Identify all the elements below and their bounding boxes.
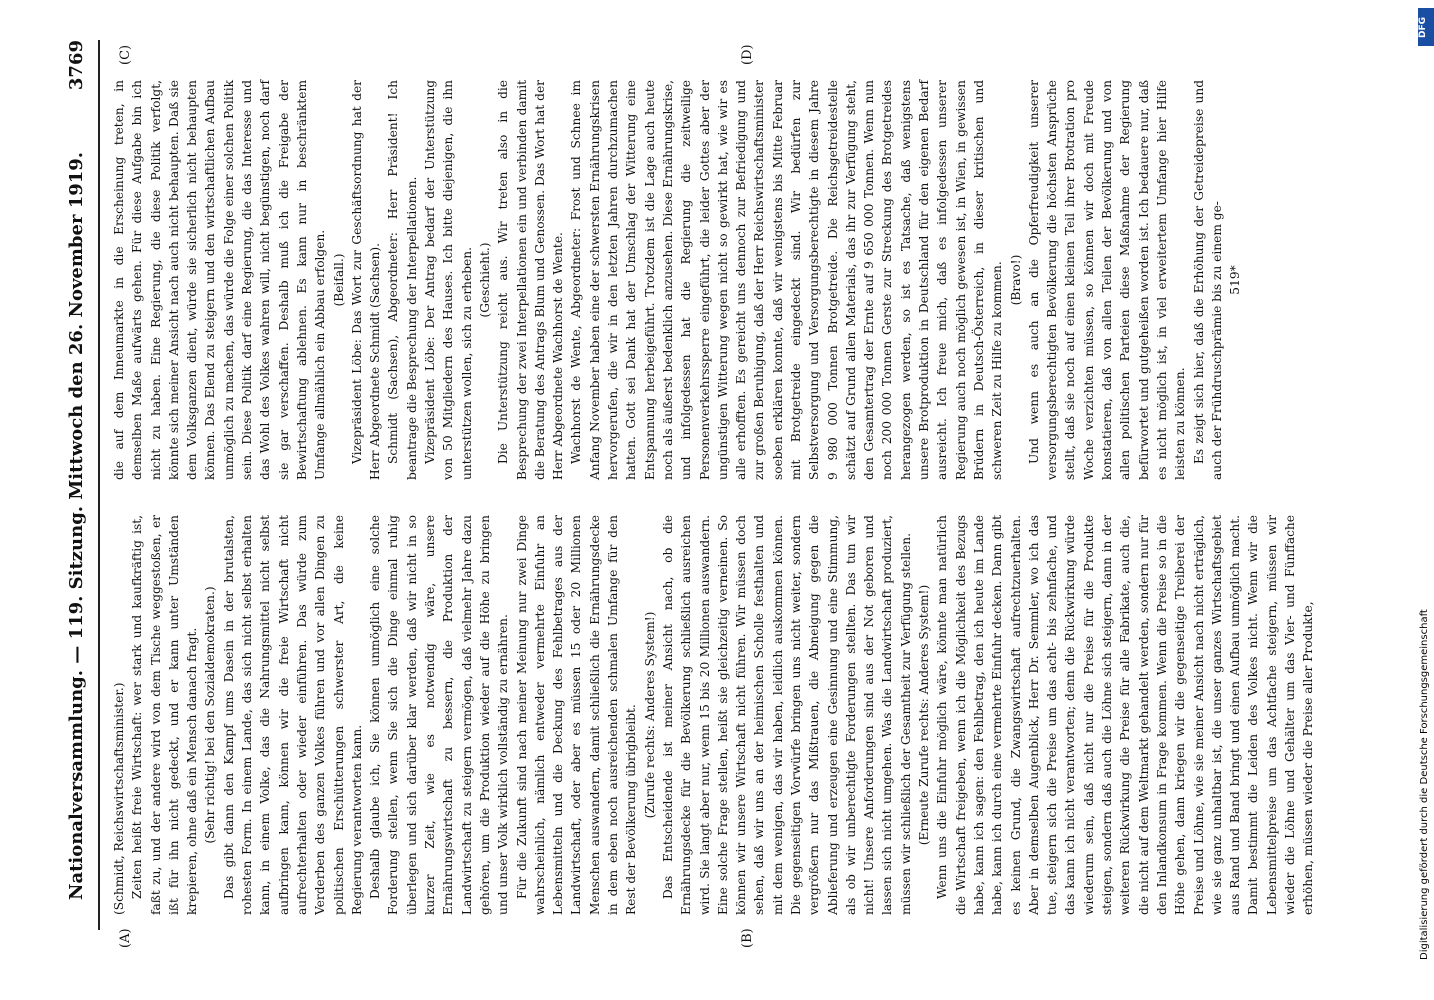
interjection: (Geschieht.) [477,242,492,318]
text-column-right [110,80,1244,480]
paragraph: Und wenn es auch an die Opferfreudigkeit unserer versorgungsberechtigten Bevölkerung die höchsten Ansprüche stellt, daß sie noch auf einen kleinen Teil ihrer Brotration pro Woche verzichten müssen, so können wir doch mit Freude konstatieren, daß von allen Teilen der Bevölkerung und von allen politischen Parteien diese Maßnahme der Regierung befürwortet und gutgeheißen worden ist. Ich bedauere nur, daß es nicht möglich ist, in viel erweitertem Umfange hier Hilfe leisten zu können. [1026,80,1188,480]
page-number: 3769 [66,40,87,91]
paragraph: Deshalb glaube ich, Sie können unmöglich eine solche Forderung stellen, wenn Sie sich die Dinge einmal ruhig überlegen und sich darüber klar werden, daß wir nicht in so kurzer Zeit, wie es notwendig wäre, unsere Ernährungswirtschaft zu bessern, die Produktion der Landwirtschaft zu steigern vermögen, daß vielmehr Jahre dazu gehören, um die Produktion wieder auf die Höhe zu bringen und unser Volk wirklich vollständig zu ernähren. [368,515,511,915]
speaker-tag: (Schmidt, Reichswirtschaftsminister.) [112,682,126,915]
paragraph: Das Entscheidende ist meiner Ansicht nach, ob die Ernährungsdecke für die Bevölkerung schließlich ausreichen wird. Sie langt aber nur, wenn 15 bis 20 Millionen auswandern. Eine solche Frage stellen, heißt sie gleichzeitig verneinen. So können wir unsere Wirtschaft nicht führen. Wir müssen doch sehen, daß wir uns an der heimischen Scholle festhalten und mit dem wenigen, das wir haben, leidlich auskommen können. Die gegenseitigen Vorwürfe bringen uns nicht weiter, sondern vergrößern nur das Mißtrauen, die Abneigung gegen die Ablieferung und erzeugen eine Gesinnung und eine Stimmung, als ob wir unberechtigte Forderungen stellten. Das tun wir nicht! Unsere Anforderungen sind aus der Not geboren und lassen sich nicht umgehen. Was die Landwirtschaft produziert, müssen wir schließlich der Gesamtheit zur Verfügung stellen. [660,515,913,915]
paragraph: Die Unterstützung reicht aus. Wir treten also in die Besprechung der zwei Interpellationen ein und verbinden damit die Beratung des Antrags Blum und Genossen. Das Wort hat der Herr Abgeordnete Wachhorst de Wente. [496,80,566,480]
paragraph: Wenn uns die Einfuhr möglich wäre, könnte man natürlich die Wirtschaft freigeben, wenn ich die Möglichkeit des Bezugs habe, kann ich sagen: den Fehlbetrag, den ich heute im Lande habe, kann ich durch eine vermehrte Einfuhr decken. Dann gibt es keinen Grund, die Zwangswirtschaft aufrechtzuerhalten. Aber in demselben Augenblick, Herr Dr. Semmler, wo ich das tue, steigern sich die Preise um das acht- bis zehnfache, und das kann ich nicht verantworten; denn die Rückwirkung würde wiederum sein, daß nicht nur die Preise für die Produkte steigen, sondern daß auch die Löhne sich steigern, dann in der weiteren Rückwirkung die Preise für alle Fabrikate, auch die, die nicht auf dem Weltmarkt gehandelt werden, sondern nur für den Inlandkonsum in Frage kommen. Wenn die Preise so in die Höhe gehen, dann kriegen wir die gegenseitige Treiberei der Preise und Löhne, wie sie meiner Ansicht nach nicht erträglich, wie sie ganz unhaltbar ist, die unser ganzes Wirtschaftsgebiet aus Rand und Band bringt und einen Aufbau unmöglich macht. Damit bestimmt die Leiden des Volkes nicht. Wenn wir die Lebensmittelpreise um das Achtfache steigern, müssen wir wieder die Löhne und Gehälter um das Vier- und Fünffache erhöhen, müssen wieder die Preise aller Produkte, [935,515,1316,915]
margin-marker-c: (C) [118,44,133,65]
margin-marker-b: (B) [740,928,755,948]
paragraph: die auf dem Inneumarkte in die Erscheinung treten, in demselben Maße aufwärts gehen. Für diese Aufgabe bin ich nicht zu haben. Eine Regierung, die diese Politik verfolgt, könnte sich meiner Ansicht nach auch nicht behaupten. Daß sie dem Volksganzen dient, würde sie sicherlich nicht behaupten können. Das Elend zu steigern und den wirtschaftlichen Aufbau unmöglich zu machen, das würde die Folge einer solchen Politik sein. Diese Politik darf eine Regierung, die das Interesse und das Wohl des Volkes wahren will, nicht begünstigen, noch darf sie gar verschaffen. Deshalb muß ich die Freigabe der Bewirtschaftung ablehnen. Es kann nur in beschränktem Umfange allmählich ein Abbau erfolgen. [112,80,328,480]
dfg-logo: DFG [1418,8,1434,46]
margin-marker-d: (D) [740,44,755,65]
interjection: (Sehr richtig! bei den Sozialdemokraten.) [203,586,218,844]
paragraph: Das gibt dann den Kampf ums Dasein in der brutalsten, rohesten Form. In einem Lande, das sich nicht selbst erhalten kann, in einem Volke, das die Nahrungsmittel nicht selbst aufbringen kann, können wir die freie Wirtschaft nicht aufrechterhalten oder wieder einführen. Das würde zum Verderben des ganzen Volkes führen und vor allen Dingen zu politischen Erschütterungen schwerster Art, die keine Regierung verantworten kann. [221,515,364,915]
interjection: (Bravo!) [1008,254,1023,306]
header-title: Nationalversammlung. — 119. Sitzung. Mittwoch den 26. November 1919. [66,151,87,900]
signature-mark: 519* [1228,265,1243,295]
page-header [60,30,100,960]
paragraph: Wachhorst de Wente, Abgeordneter: Frost und Schnee im Anfang November haben eine der schwersten Ernährungskrisen hervorgerufen, die wir in den letzten Jahren durchzumachen hatten. Gott sei Dank hat der Umschlag der Witterung eine Entspannung herbeigeführt. Trotzdem ist die Lage auch heute noch als äußerst bedenklich anzusehen. Diese Ernährungskrise, und infolgedessen hat die Regierung die zeitweilige Personenverkehrssperre eingeführt, die leider Gottes aber der ungünstigen Witterung wegen nicht so gewirkt hat, wie wir es alle erhofften. Es gereicht uns dennoch zur Befriedigung und zur großen Beruhigung, daß der Herr Reichswirtschaftsminister soeben erklären konnte, daß wir wenigstens bis Mitte Februar mit Brotgetreide eingedeckt sind. Wir bedürfen zur Selbstversorgung und Versorgungsberechtigte in diesem Jahre 9 980 000 Tonnen Brotgetreide. Die Reichsgetreidestelle schätzt auf Grund allen Materials, das ihr zur Verfügung steht, den Gesamtertrag der Ernte auf 9 650 000 Tonnen. Wenn nun noch 200 000 Tonnen Gerste zur Streckung des Brotgetreides herangezogen werden, so ist es Tatsache, daß wenigstens unsere Brotproduktion in Deutschland für den eigenen Bedarf ausreicht. Ich freue mich, daß es infolgedessen unserer Regierung auch noch möglich gewesen ist, in Wien, in gewissen Brüdern in Deutsch-Österreich, in dieser kritischen und schweren Zeit zu Hilfe zu kommen. [569,80,1005,480]
interjection: (Erneute Zurufe rechts: Anderes System!) [917,584,932,846]
paragraph: Vizepräsident Löbe: Das Wort zur Geschäftsordnung hat der Herr Abgeordnete Schmidt (Sachsen). [349,80,383,480]
interjection: (Beifall.) [331,253,346,307]
paragraph: Vizepräsident Löbe: Der Antrag bedarf der Unterstützung von 50 Mitgliedern des Hauses. Ich bitte diejenigen, die ihn unterstützen wollen, sich zu erheben. [423,80,474,480]
paragraph: Es zeigt sich hier, daß die Erhöhung der Getreidepreise und auch der Frühdruschprämie bis zu einem ge- [1191,80,1224,480]
margin-marker-a: (A) [118,928,133,948]
interjection: (Zurufe rechts: Anderes System!) [642,611,657,819]
header-rule [98,40,100,930]
paragraph: Schmidt (Sachsen), Abgeordneter: Herr Präsident! Ich beantrage die Besprechung der Interpellationen. [386,80,419,480]
paragraph: Für die Zukunft sind nach meiner Meinung nur zwei Dinge wahrscheinlich, nämlich entweder vermehrte Einfuhr an Lebensmitteln und die Deckung des Fehlbetrages aus der Landwirtschaft, oder aber es müssen 15 oder 20 Millionen Menschen auswandern, damit schließlich die Ernährungsdecke in dem eben noch ausreichenden schmalen Umfange für den Rest der Bevölkerung übrigbleibt. [514,515,639,915]
paragraph: Zeiten heißt freie Wirtschaft: wer stark und kaufkräftig ist, faßt zu, und der andere wird von dem Tische weggestoßen, er ißt für ihn nicht gedeckt, und er kann unter Umständen krepieren, ohne daß ein Mensch danach fragt. [130,515,200,915]
digitization-note: Digitalisierung gefördert durch die Deutsche Forschungsgemeinschaft [1419,609,1430,960]
text-column-left [110,515,1318,915]
